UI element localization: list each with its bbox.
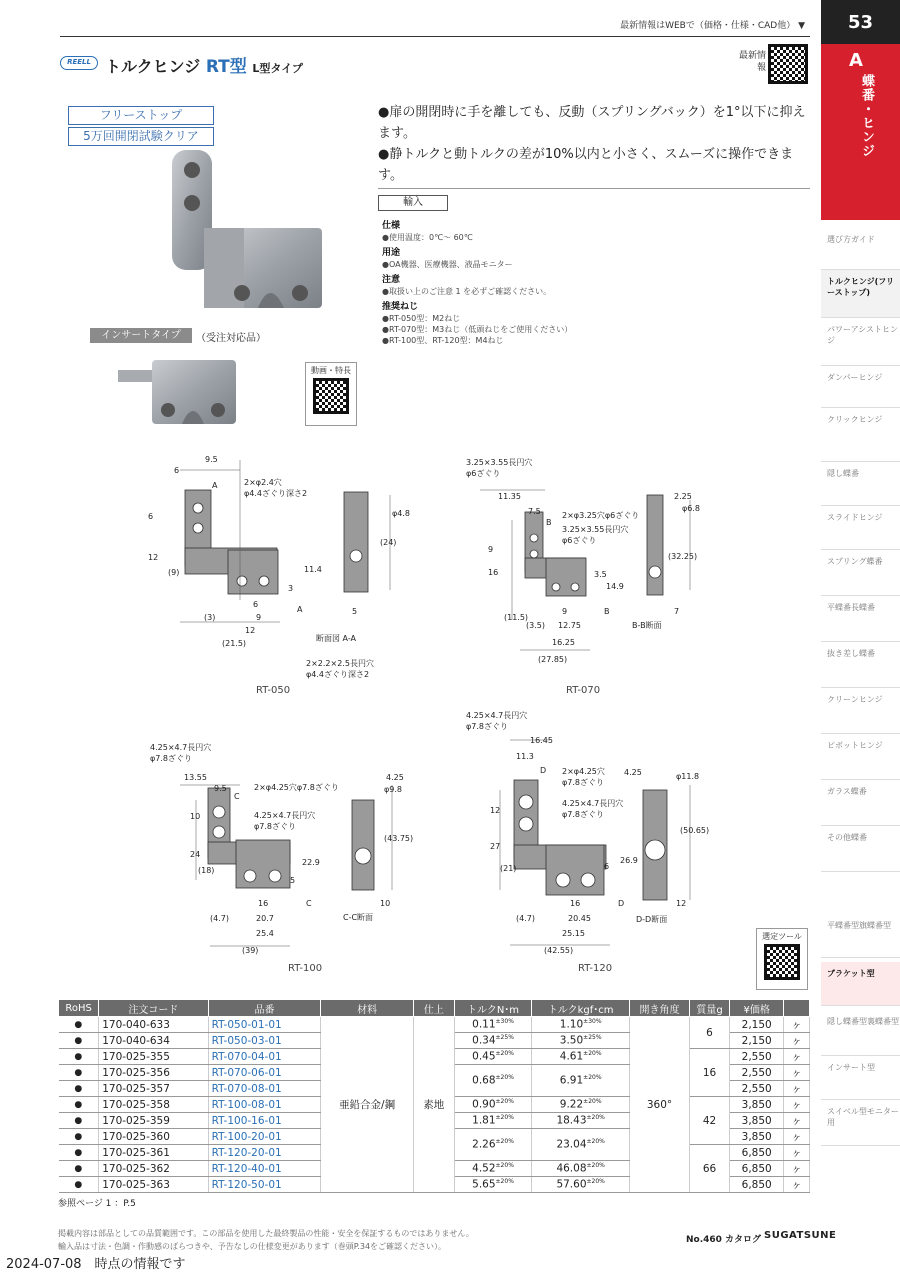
- price-cell: 6,850: [730, 1145, 784, 1161]
- dim: 2.25: [674, 492, 692, 501]
- dim: 7: [674, 607, 680, 616]
- sidebar-item[interactable]: 抜き差し蝶番: [821, 642, 900, 688]
- dim: A: [212, 481, 218, 490]
- order-code-cell: 170-025-363: [99, 1177, 208, 1193]
- dim: 26.9: [620, 856, 638, 865]
- sidebar-item[interactable]: 平蝶番長蝶番: [821, 596, 900, 642]
- torque-kgf-cell: $18.43^{\pm 20\%}$: [532, 1113, 630, 1129]
- dim: 3.5: [594, 570, 607, 579]
- badge-cycle-test: 5万回開閉試験クリア: [68, 127, 214, 146]
- dim: (39): [242, 946, 259, 955]
- section-aa: 断面図 A-A: [316, 634, 357, 643]
- dim: 16.45: [530, 736, 553, 745]
- rohs-cell: ●: [59, 1113, 99, 1129]
- dim: 5: [290, 876, 296, 885]
- dim: 11.4: [304, 565, 322, 574]
- dim: 10: [380, 899, 391, 908]
- torque-nm-cell: $1.81^{\pm 20\%}$: [454, 1113, 532, 1129]
- dim: (11.5): [504, 613, 529, 622]
- price-cell: 3,850: [730, 1129, 784, 1145]
- dim: 20.7: [256, 914, 274, 923]
- order-code-cell: 170-025-356: [99, 1065, 208, 1081]
- dim: (50.65): [680, 826, 710, 835]
- update-info[interactable]: 最新情報はWEBで（価格・仕様・CAD他） ▼: [620, 21, 805, 31]
- dim: 24: [190, 850, 201, 859]
- dim: 12.75: [558, 621, 581, 630]
- dim: 5: [352, 607, 358, 616]
- dim: 20.45: [568, 914, 591, 923]
- qr-code-latest[interactable]: [768, 44, 808, 84]
- dim: (24): [380, 538, 397, 547]
- material-cell: 亜鉛合金/鋼: [321, 1017, 413, 1193]
- order-code-cell: 170-025-360: [99, 1129, 208, 1145]
- sidebar-item[interactable]: トルクヒンジ(フリーストップ): [821, 270, 900, 318]
- spec-block: 仕様 ●使用温度：0℃～ 60℃ 用途 ●OA機器、医療機器、液晶モニター 注意 ●取扱い上のご注意 1 を必ずご確認ください。 推奨ねじ ●RT-050型：M2ねじ ●RT-070型：M3ねじ（低頭ねじをご使用ください） ●RT-100型、RT-120型：M4ねじ: [382, 221, 573, 345]
- product-photo-insert: [118, 360, 238, 428]
- insert-note: （受注対応品）: [196, 333, 266, 344]
- dim: (3): [204, 613, 216, 622]
- dim: 12: [245, 626, 256, 635]
- sidebar-item[interactable]: 隠し蝶番型裏蝶番型: [821, 1010, 900, 1056]
- table-header: ¥価格: [730, 1000, 784, 1017]
- sidebar-item[interactable]: 選び方ガイド: [821, 228, 900, 270]
- dim: (4.7): [516, 914, 535, 923]
- price-cell: 2,550: [730, 1049, 784, 1065]
- sidebar-item[interactable]: スライドヒンジ: [821, 506, 900, 550]
- dim: 14.9: [606, 582, 624, 591]
- sidebar-item[interactable]: 平蝶番型旗蝶番型: [821, 914, 900, 958]
- rohs-cell: ●: [59, 1097, 99, 1113]
- rohs-cell: ●: [59, 1177, 99, 1193]
- order-code-cell: 170-025-359: [99, 1113, 208, 1129]
- rohs-cell: ●: [59, 1145, 99, 1161]
- dim: A: [297, 605, 303, 614]
- dim: C: [306, 899, 312, 908]
- dim: (43.75): [384, 834, 414, 843]
- dim: 22.9: [302, 858, 320, 867]
- table-header: 材料: [321, 1000, 413, 1017]
- dim: (27.85): [538, 655, 568, 664]
- mass-cell: 6: [690, 1017, 730, 1049]
- dim: 6: [604, 862, 610, 871]
- sidebar-item[interactable]: ダンパーヒンジ: [821, 366, 900, 408]
- sidebar-item[interactable]: クリックヒンジ: [821, 408, 900, 462]
- sidebar-item[interactable]: インサート型: [821, 1056, 900, 1100]
- section-bb: B-B断面: [632, 621, 662, 630]
- torque-kgf-cell: $4.61^{\pm 20\%}$: [532, 1049, 630, 1065]
- video-box[interactable]: [305, 362, 357, 426]
- rohs-cell: ●: [59, 1081, 99, 1097]
- sidebar-item[interactable]: ガラス蝶番: [821, 780, 900, 826]
- dim: 25.4: [256, 929, 274, 938]
- dim: 7.5: [528, 507, 541, 516]
- rohs-cell: ●: [59, 1161, 99, 1177]
- rt050-hole-note: 2×φ2.4穴 φ4.4ざぐり深さ2: [244, 478, 308, 498]
- dim: D: [540, 766, 547, 775]
- sidebar-item[interactable]: パワーアシストヒンジ: [821, 318, 900, 366]
- price-cell: 6,850: [730, 1161, 784, 1177]
- sidebar-item[interactable]: クリーンヒンジ: [821, 688, 900, 734]
- drawing-label-rt100: RT-100: [288, 963, 323, 974]
- part-number-cell[interactable]: RT-100-20-01: [208, 1129, 321, 1145]
- unit-cell: ヶ: [784, 1145, 810, 1161]
- drawing-label-rt120: RT-120: [578, 963, 613, 974]
- dim: (18): [198, 866, 215, 875]
- table-header: 質量g: [690, 1000, 730, 1017]
- rohs-cell: ●: [59, 1033, 99, 1049]
- video-label: 動画・特長: [311, 366, 351, 375]
- dim: 16: [488, 568, 499, 577]
- order-code-cell: 170-025-358: [99, 1097, 208, 1113]
- section-letter: A: [849, 50, 863, 71]
- drawing-label-rt050: RT-050: [256, 685, 291, 696]
- dim: (42.55): [544, 946, 574, 955]
- dim: (21): [500, 864, 517, 873]
- badge-free-stop: フリーストップ: [68, 106, 214, 125]
- rt070-hole-note: 2×φ3.25穴φ6ざぐり: [562, 511, 640, 520]
- dim: (4.7): [210, 914, 229, 923]
- table-header: トルクN･m: [454, 1000, 532, 1017]
- finish-cell: 素地: [413, 1017, 454, 1193]
- order-code-cell: 170-025-361: [99, 1145, 208, 1161]
- order-code-cell: 170-025-362: [99, 1161, 208, 1177]
- price-cell: 3,850: [730, 1097, 784, 1113]
- part-number-cell[interactable]: RT-120-20-01: [208, 1145, 321, 1161]
- table-header: 注文コード: [99, 1000, 208, 1017]
- torque-nm-cell: $0.34^{\pm 25\%}$: [454, 1033, 532, 1049]
- insert-type-label: インサートタイプ: [90, 328, 192, 343]
- dim: 3: [288, 584, 294, 593]
- part-number-cell[interactable]: RT-100-08-01: [208, 1097, 321, 1113]
- reell-logo: REELL: [60, 56, 98, 70]
- part-number-cell[interactable]: RT-070-06-01: [208, 1065, 321, 1081]
- price-cell: 2,150: [730, 1033, 784, 1049]
- sidebar-item[interactable]: ピボットヒンジ: [821, 734, 900, 780]
- torque-kgf-cell: $1.10^{\pm 30\%}$: [532, 1017, 630, 1033]
- ref-page: 参照ページ 1 ：P.5: [58, 1199, 136, 1209]
- dim: B: [604, 607, 610, 616]
- dim: D: [618, 899, 625, 908]
- dim: 9: [562, 607, 568, 616]
- dim: φ11.8: [676, 772, 700, 781]
- rt050-slot-note: 2×2.2×2.5長円穴 φ4.4ざぐり深さ2: [306, 659, 374, 679]
- price-cell: 2,150: [730, 1017, 784, 1033]
- rohs-cell: ●: [59, 1049, 99, 1065]
- page-number: 53: [821, 0, 900, 44]
- unit-cell: ヶ: [784, 1113, 810, 1129]
- dim: φ6.8: [682, 504, 700, 513]
- torque-nm-cell: $5.65^{\pm 20\%}$: [454, 1177, 532, 1193]
- order-code-cell: 170-025-355: [99, 1049, 208, 1065]
- rt070-slot-note-top: 3.25×3.55長円穴 φ6ざぐり: [466, 458, 533, 478]
- dim: 9: [256, 613, 262, 622]
- order-code-cell: 170-025-357: [99, 1081, 208, 1097]
- dim: 6: [253, 600, 259, 609]
- footer-note-1: 掲載内容は部品としての品質範囲です。この部品を使用した最終製品の性能・安全を保証するものではありません。: [58, 1229, 474, 1238]
- dim: C: [234, 792, 240, 801]
- mass-cell: 42: [690, 1097, 730, 1145]
- torque-nm-cell: $0.45^{\pm 20\%}$: [454, 1049, 532, 1065]
- order-code-cell: 170-040-634: [99, 1033, 208, 1049]
- dim: 6: [148, 512, 154, 521]
- feature-2: ●静トルクと動トルクの差が10%以内と小さく、スムーズに操作できます。: [378, 147, 794, 183]
- dim: (3.5): [526, 621, 545, 630]
- qr-code-video[interactable]: [313, 378, 349, 414]
- table-row: [59, 1017, 810, 1033]
- torque-kgf-cell: $46.08^{\pm 20\%}$: [532, 1161, 630, 1177]
- select-tool-box[interactable]: [756, 928, 808, 990]
- part-number-cell[interactable]: RT-120-50-01: [208, 1177, 321, 1193]
- import-label: 輸入: [378, 195, 448, 211]
- sugatsune-logo: SUGATSUNE: [764, 1230, 837, 1241]
- unit-cell: ヶ: [784, 1097, 810, 1113]
- torque-nm-cell: $0.90^{\pm 20\%}$: [454, 1097, 532, 1113]
- torque-nm-cell: $0.11^{\pm 30\%}$: [454, 1017, 532, 1033]
- unit-cell: ヶ: [784, 1161, 810, 1177]
- unit-cell: ヶ: [784, 1033, 810, 1049]
- price-cell: 2,550: [730, 1065, 784, 1081]
- dim: 12: [490, 806, 501, 815]
- dim: 9.5: [205, 455, 218, 464]
- dim: 9: [488, 545, 494, 554]
- latest-label: 最新情報: [738, 51, 766, 73]
- torque-nm-cell: $0.68^{\pm 20\%}$: [454, 1065, 532, 1097]
- angle-cell: 360°: [629, 1017, 689, 1193]
- table-header: 仕上: [413, 1000, 454, 1017]
- price-cell: 6,850: [730, 1177, 784, 1193]
- torque-kgf-cell: $23.04^{\pm 20\%}$: [532, 1129, 630, 1161]
- section-tab: [821, 44, 900, 220]
- technical-drawings: [0, 440, 820, 1000]
- rohs-cell: ●: [59, 1129, 99, 1145]
- dim: (9): [168, 568, 180, 577]
- mass-cell: 16: [690, 1049, 730, 1097]
- footer-note-2: 輸入品は寸法・色調・作動感のばらつきや、予告なしの仕様変更があります（巻頭P.34をご確認ください）。: [58, 1242, 447, 1251]
- unit-cell: ヶ: [784, 1065, 810, 1081]
- page-title: トルクヒンジ RT型 L型タイプ: [105, 57, 303, 77]
- dim: 13.55: [184, 773, 207, 782]
- torque-kgf-cell: $9.22^{\pm 20\%}$: [532, 1097, 630, 1113]
- sidebar-item[interactable]: ブラケット型: [821, 962, 900, 1006]
- rohs-cell: ●: [59, 1017, 99, 1033]
- order-code-cell: 170-040-633: [99, 1017, 208, 1033]
- part-number-cell[interactable]: RT-070-08-01: [208, 1081, 321, 1097]
- torque-kgf-cell: $3.50^{\pm 25\%}$: [532, 1033, 630, 1049]
- dim: 16.25: [552, 638, 575, 647]
- dim: 16: [258, 899, 269, 908]
- catalog-number: No.460 カタログ: [686, 1235, 762, 1245]
- part-number-cell[interactable]: RT-070-04-01: [208, 1049, 321, 1065]
- section-name: 蝶番・ヒンジ: [859, 74, 874, 158]
- unit-cell: ヶ: [784, 1081, 810, 1097]
- torque-nm-cell: $4.52^{\pm 20\%}$: [454, 1161, 532, 1177]
- unit-cell: ヶ: [784, 1017, 810, 1033]
- product-photo-rt: [160, 148, 330, 318]
- rt100-slot-note: 4.25×4.7長円穴 φ7.8ざぐり: [254, 811, 316, 831]
- table-header: 品番: [208, 1000, 321, 1017]
- part-number-cell[interactable]: RT-100-16-01: [208, 1113, 321, 1129]
- dim: 9.5: [214, 784, 227, 793]
- sidebar-item[interactable]: 隠し蝶番: [821, 462, 900, 506]
- table-header: トルクkgf･cm: [532, 1000, 630, 1017]
- mass-cell: 66: [690, 1145, 730, 1193]
- dim: 27: [490, 842, 501, 851]
- dim: 25.15: [562, 929, 585, 938]
- spec-table: [58, 999, 810, 1193]
- dim: B: [546, 518, 552, 527]
- section-cc: C-C断面: [343, 913, 374, 922]
- dim: 4.25: [624, 768, 642, 777]
- table-header: RoHS: [59, 1000, 99, 1017]
- unit-cell: ヶ: [784, 1129, 810, 1145]
- dim: (21.5): [222, 639, 247, 648]
- rohs-cell: ●: [59, 1065, 99, 1081]
- rt100-hole-note: 2×φ4.25穴φ7.8ざぐり: [254, 783, 339, 792]
- unit-cell: ヶ: [784, 1049, 810, 1065]
- dim: 10: [190, 812, 201, 821]
- sidebar-item[interactable]: スイベル型モニター用: [821, 1100, 900, 1146]
- rt070-slot-note: 3.25×3.55長円穴 φ6ざぐり: [562, 525, 629, 545]
- dim: 4.25: [386, 773, 404, 782]
- dim: 16: [570, 899, 581, 908]
- part-number-cell[interactable]: RT-050-03-01: [208, 1033, 321, 1049]
- price-cell: 3,850: [730, 1113, 784, 1129]
- dim: 11.35: [498, 492, 521, 501]
- rt120-slot-note: 4.25×4.7長円穴 φ7.8ざぐり: [562, 799, 624, 819]
- sidebar-item[interactable]: スプリング蝶番: [821, 550, 900, 596]
- timestamp: 2024-07-08 時点の情報です: [6, 1257, 186, 1272]
- dim: 11.3: [516, 752, 534, 761]
- drawing-label-rt070: RT-070: [566, 685, 601, 696]
- part-number-cell[interactable]: RT-050-01-01: [208, 1017, 321, 1033]
- dim: 12: [676, 899, 687, 908]
- section-dd: D-D断面: [636, 915, 668, 924]
- unit-cell: ヶ: [784, 1177, 810, 1193]
- sidebar-item[interactable]: その他蝶番: [821, 826, 900, 872]
- header-rule: [60, 36, 810, 37]
- torque-nm-cell: $2.26^{\pm 20\%}$: [454, 1129, 532, 1161]
- torque-kgf-cell: $57.60^{\pm 20\%}$: [532, 1177, 630, 1193]
- price-cell: 2,550: [730, 1081, 784, 1097]
- dim: (32.25): [668, 552, 698, 561]
- part-number-cell[interactable]: RT-120-40-01: [208, 1161, 321, 1177]
- dim: φ4.8: [392, 509, 410, 518]
- feature-rule: [378, 188, 810, 189]
- dim: φ9.8: [384, 785, 402, 794]
- dim: 12: [148, 553, 159, 562]
- select-tool-label: 選定ツール: [762, 932, 802, 941]
- dim: 6: [174, 466, 180, 475]
- torque-kgf-cell: $6.91^{\pm 20\%}$: [532, 1065, 630, 1097]
- table-header: [784, 1000, 810, 1017]
- qr-code-select-tool[interactable]: [764, 944, 800, 980]
- feature-1: ●扉の開閉時に手を離しても、反動（スプリングバック）を1°以下に抑えます。: [378, 105, 806, 141]
- rt120-hole-note: 2×φ4.25穴 φ7.8ざぐり: [562, 767, 605, 787]
- rt120-slot-note-top: 4.25×4.7長円穴 φ7.8ざぐり: [466, 711, 528, 731]
- rt100-slot-note-top: 4.25×4.7長円穴 φ7.8ざぐり: [150, 743, 212, 763]
- table-header: 開き角度: [629, 1000, 689, 1017]
